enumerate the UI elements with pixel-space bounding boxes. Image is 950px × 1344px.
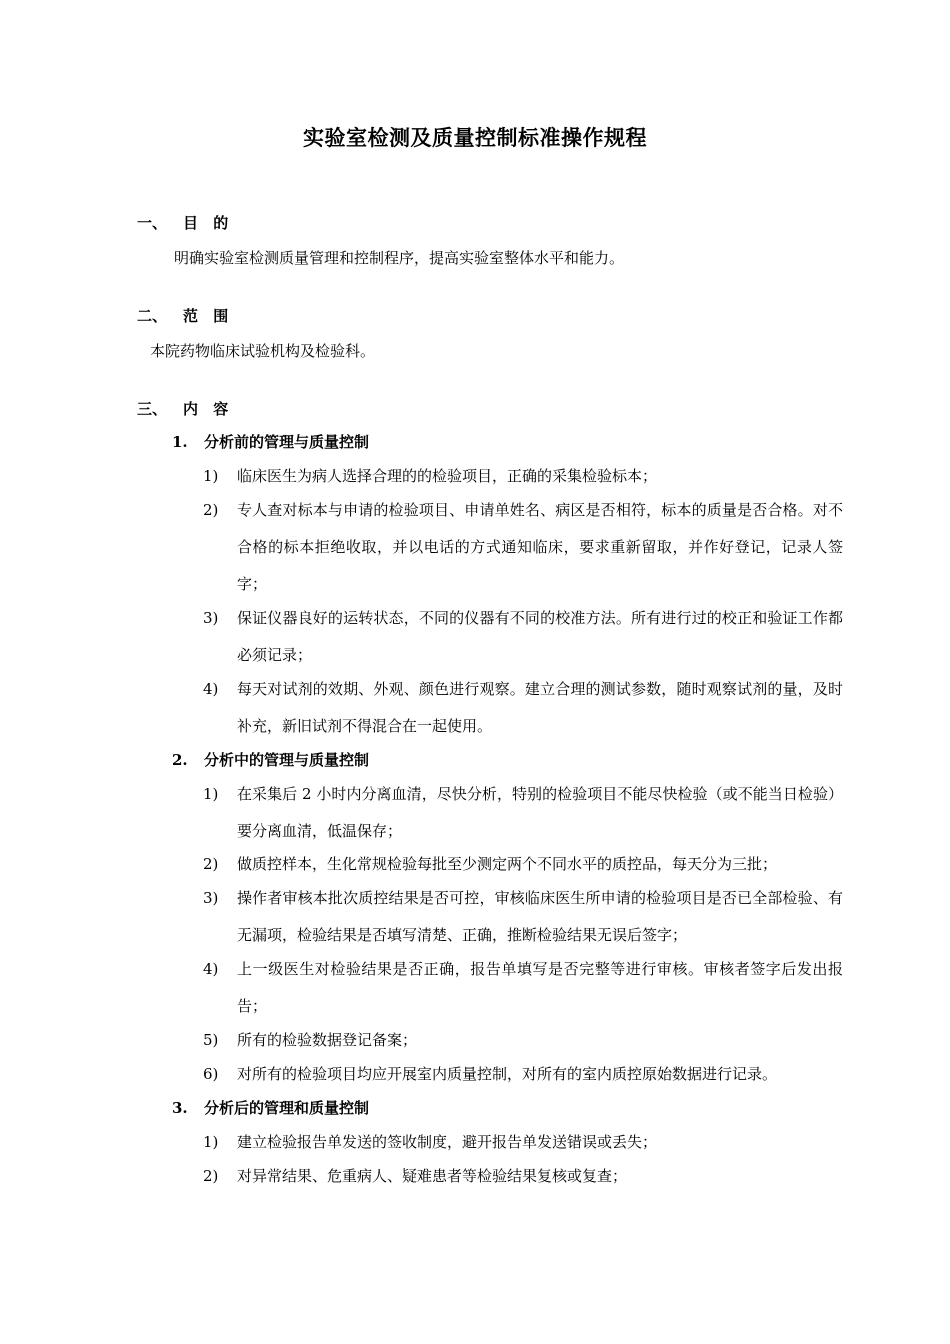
- subsection-number: 1.: [172, 433, 188, 451]
- subsection-heading-in-analysis: [172, 750, 369, 770]
- list-item: [203, 458, 843, 495]
- list-item-number: 2): [203, 501, 219, 519]
- list-item-number: 2): [203, 1167, 219, 1185]
- subsection-title: 分析前的管理与质量控制: [204, 433, 370, 451]
- list-item: [203, 951, 843, 1025]
- list-item: [203, 600, 843, 674]
- section-heading-scope: [137, 306, 233, 326]
- list-item: [203, 776, 843, 850]
- list-item-text: 专人查对标本与申请的检验项目、申请单姓名、病区是否相符，标本的质量是否合格。对不合格的标本拒绝收取，并以电话的方式通知临床，要求重新留取，并作好登记，记录人签字；: [237, 501, 843, 593]
- section-heading-purpose: [137, 213, 233, 233]
- section-number: 三、: [137, 400, 168, 418]
- section-number: 二、: [137, 307, 168, 325]
- list-item: [203, 880, 843, 954]
- section-label: 目 的: [183, 214, 234, 232]
- list-item-text: 在采集后 2 小时内分离血清，尽快分析，特别的检验项目不能尽快检验（或不能当日检验）要分离血清，低温保存；: [237, 785, 843, 840]
- subsection-title: 分析中的管理与质量控制: [204, 751, 370, 769]
- list-item-number: 4): [203, 960, 219, 978]
- list-item: [203, 1124, 843, 1161]
- list-item: [203, 1022, 843, 1059]
- list-item-text: 对所有的检验项目均应开展室内质量控制，对所有的室内质控原始数据进行记录。: [237, 1065, 778, 1083]
- list-item: [203, 671, 843, 745]
- list-item-number: 2): [203, 855, 219, 873]
- section-text-purpose: 明确实验室检测质量管理和控制程序，提高实验室整体水平和能力。: [174, 249, 625, 267]
- section-label: 内 容: [183, 400, 234, 418]
- list-item: [203, 846, 843, 883]
- subsection-number: 2.: [172, 751, 188, 769]
- list-item-text: 所有的检验数据登记备案；: [237, 1031, 418, 1049]
- subsection-heading-post-analysis: [172, 1098, 369, 1118]
- list-item-number: 3): [203, 609, 219, 627]
- section-text-scope: 本院药物临床试验机构及检验科。: [150, 342, 376, 360]
- subsection-title: 分析后的管理和质量控制: [204, 1099, 370, 1117]
- list-item-number: 3): [203, 889, 219, 907]
- list-item-number: 1): [203, 1133, 219, 1151]
- list-item-text: 上一级医生对检验结果是否正确，报告单填写是否完整等进行审核。审核者签字后发出报告；: [237, 960, 843, 1015]
- list-item-number: 1): [203, 467, 219, 485]
- section-heading-content: [137, 399, 233, 419]
- list-item-text: 对异常结果、危重病人、疑难患者等检验结果复核或复查；: [237, 1167, 628, 1185]
- list-item: [203, 492, 843, 603]
- list-item-text: 建立检验报告单发送的签收制度，避开报告单发送错误或丢失；: [237, 1133, 658, 1151]
- section-number: 一、: [137, 214, 168, 232]
- list-item-text: 操作者审核本批次质控结果是否可控，审核临床医生所申请的检验项目是否已全部检验、有无漏项，检验结果是否填写清楚、正确，推断检验结果无误后签字；: [237, 889, 843, 944]
- subsection-number: 3.: [172, 1099, 188, 1117]
- list-item-number: 5): [203, 1031, 219, 1049]
- list-item-text: 每天对试剂的效期、外观、颜色进行观察。建立合理的测试参数，随时观察试剂的量，及时补充，新旧试剂不得混合在一起使用。: [237, 680, 843, 735]
- list-item-text: 保证仪器良好的运转状态，不同的仪器有不同的校准方法。所有进行过的校正和验证工作都必须记录；: [237, 609, 843, 664]
- list-item-number: 6): [203, 1065, 219, 1083]
- list-item: [203, 1158, 843, 1195]
- list-item-text: 临床医生为病人选择合理的的检验项目，正确的采集检验标本；: [237, 467, 658, 485]
- section-label: 范 围: [183, 307, 234, 325]
- list-item-number: 4): [203, 680, 219, 698]
- document-title: 实验室检测及质量控制标准操作规程: [303, 125, 647, 150]
- list-item-number: 1): [203, 785, 219, 803]
- subsection-heading-pre-analysis: [172, 432, 369, 452]
- list-item: [203, 1056, 843, 1093]
- list-item-text: 做质控样本，生化常规检验每批至少测定两个不同水平的质控品，每天分为三批；: [237, 855, 778, 873]
